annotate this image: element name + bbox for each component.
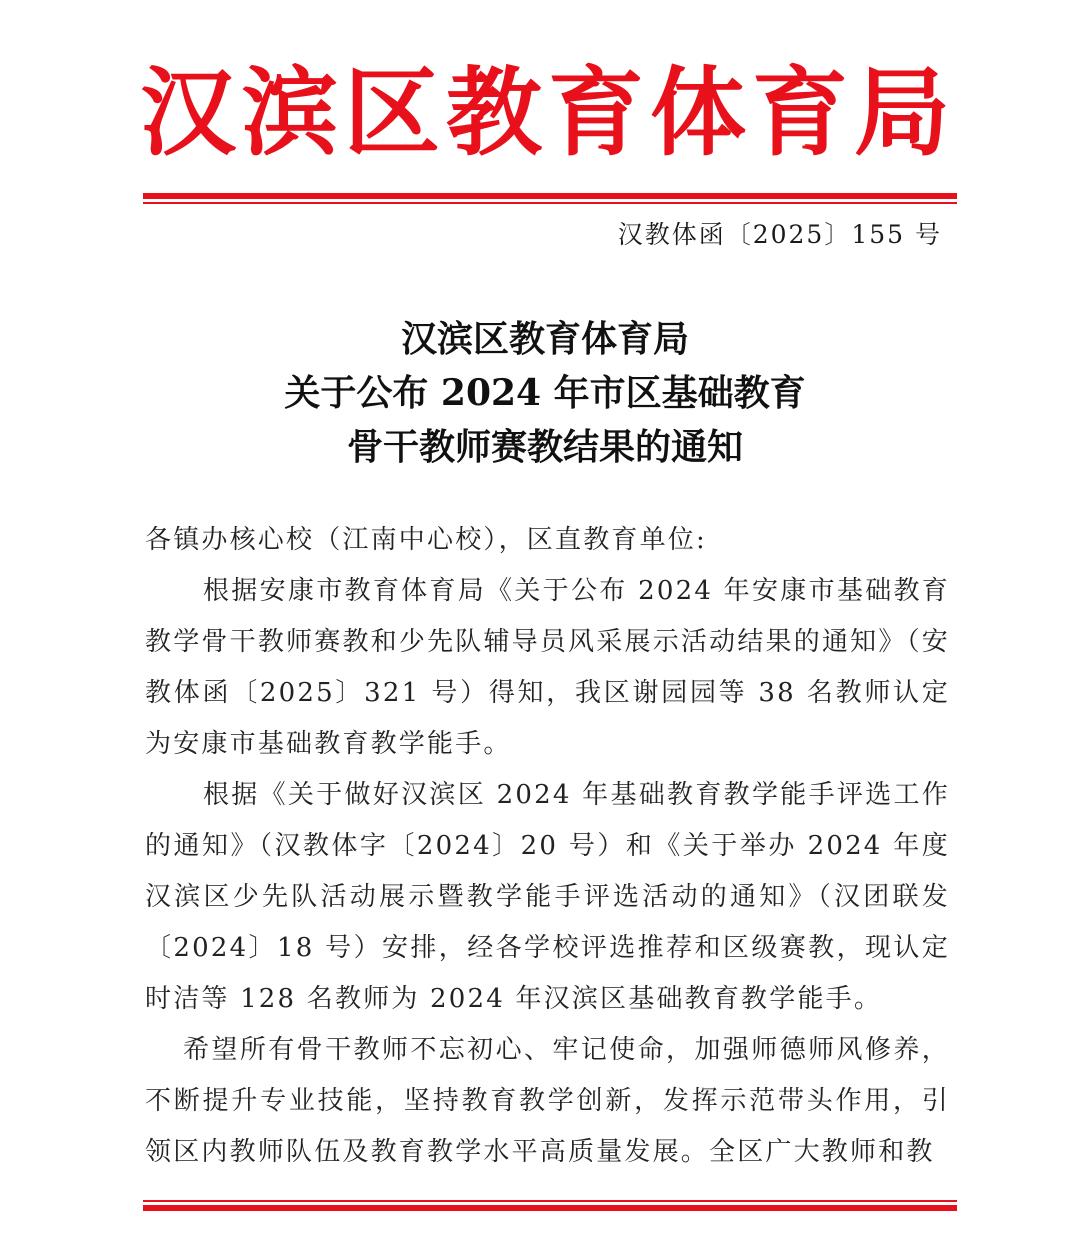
footer-divider [143, 1200, 957, 1211]
document-number: 汉教体函〔2025〕155 号 [617, 220, 942, 249]
divider-thin-line [143, 202, 957, 204]
salutation: 各镇办核心校（江南中心校），区直教育单位: [145, 525, 707, 555]
masthead-char: 体 [650, 56, 746, 169]
title-line-3: 骨干教师赛教结果的通知 [346, 426, 743, 468]
paragraph-2: 根据《关于做好汉滨区 2024 年基础教育教学能手评选工作的通知》（汉教体字〔2024〕20 号）和《关于举办 2024 年度汉滨区少先队活动展示暨教学能手评选活动的通知》（汉团联发〔2024〕18 号）安排，经各学校评选推荐和区级赛教，现认定时洁等 128 名教师为 2024 年汉滨区基础教育教学能手。 [145, 780, 950, 1014]
document-title [140, 312, 950, 474]
masthead-char: 局 [854, 56, 950, 169]
document-body [145, 515, 950, 1178]
masthead-char: 汉 [140, 56, 236, 169]
title-line-2: 关于公布 2024 年市区基础教育 [284, 372, 806, 414]
masthead-char: 教 [446, 56, 542, 169]
title-line-1: 汉滨区教育体育局 [400, 318, 689, 360]
masthead-char: 滨 [242, 56, 338, 169]
masthead-char: 育 [548, 56, 644, 169]
masthead-char: 育 [752, 56, 848, 169]
paragraph-3: 希望所有骨干教师不忘初心、牢记使命，加强师德师风修养，不断提升专业技能，坚持教育教学创新，发挥示范带头作用，引领区内教师队伍及教育教学水平高质量发展。全区广大教师和教 [145, 1035, 950, 1167]
masthead-title [140, 58, 950, 168]
masthead-char: 区 [344, 56, 440, 169]
masthead-divider [143, 193, 957, 204]
paragraph-1: 根据安康市教育体育局《关于公布 2024 年安康市基础教育教学骨干教师赛教和少先队辅导员风采展示活动结果的通知》（安教体函〔2025〕321 号）得知，我区谢园园等 38 名教师认定为安康市基础教育教学能手。 [145, 576, 950, 759]
divider-thick-line [143, 1205, 957, 1211]
